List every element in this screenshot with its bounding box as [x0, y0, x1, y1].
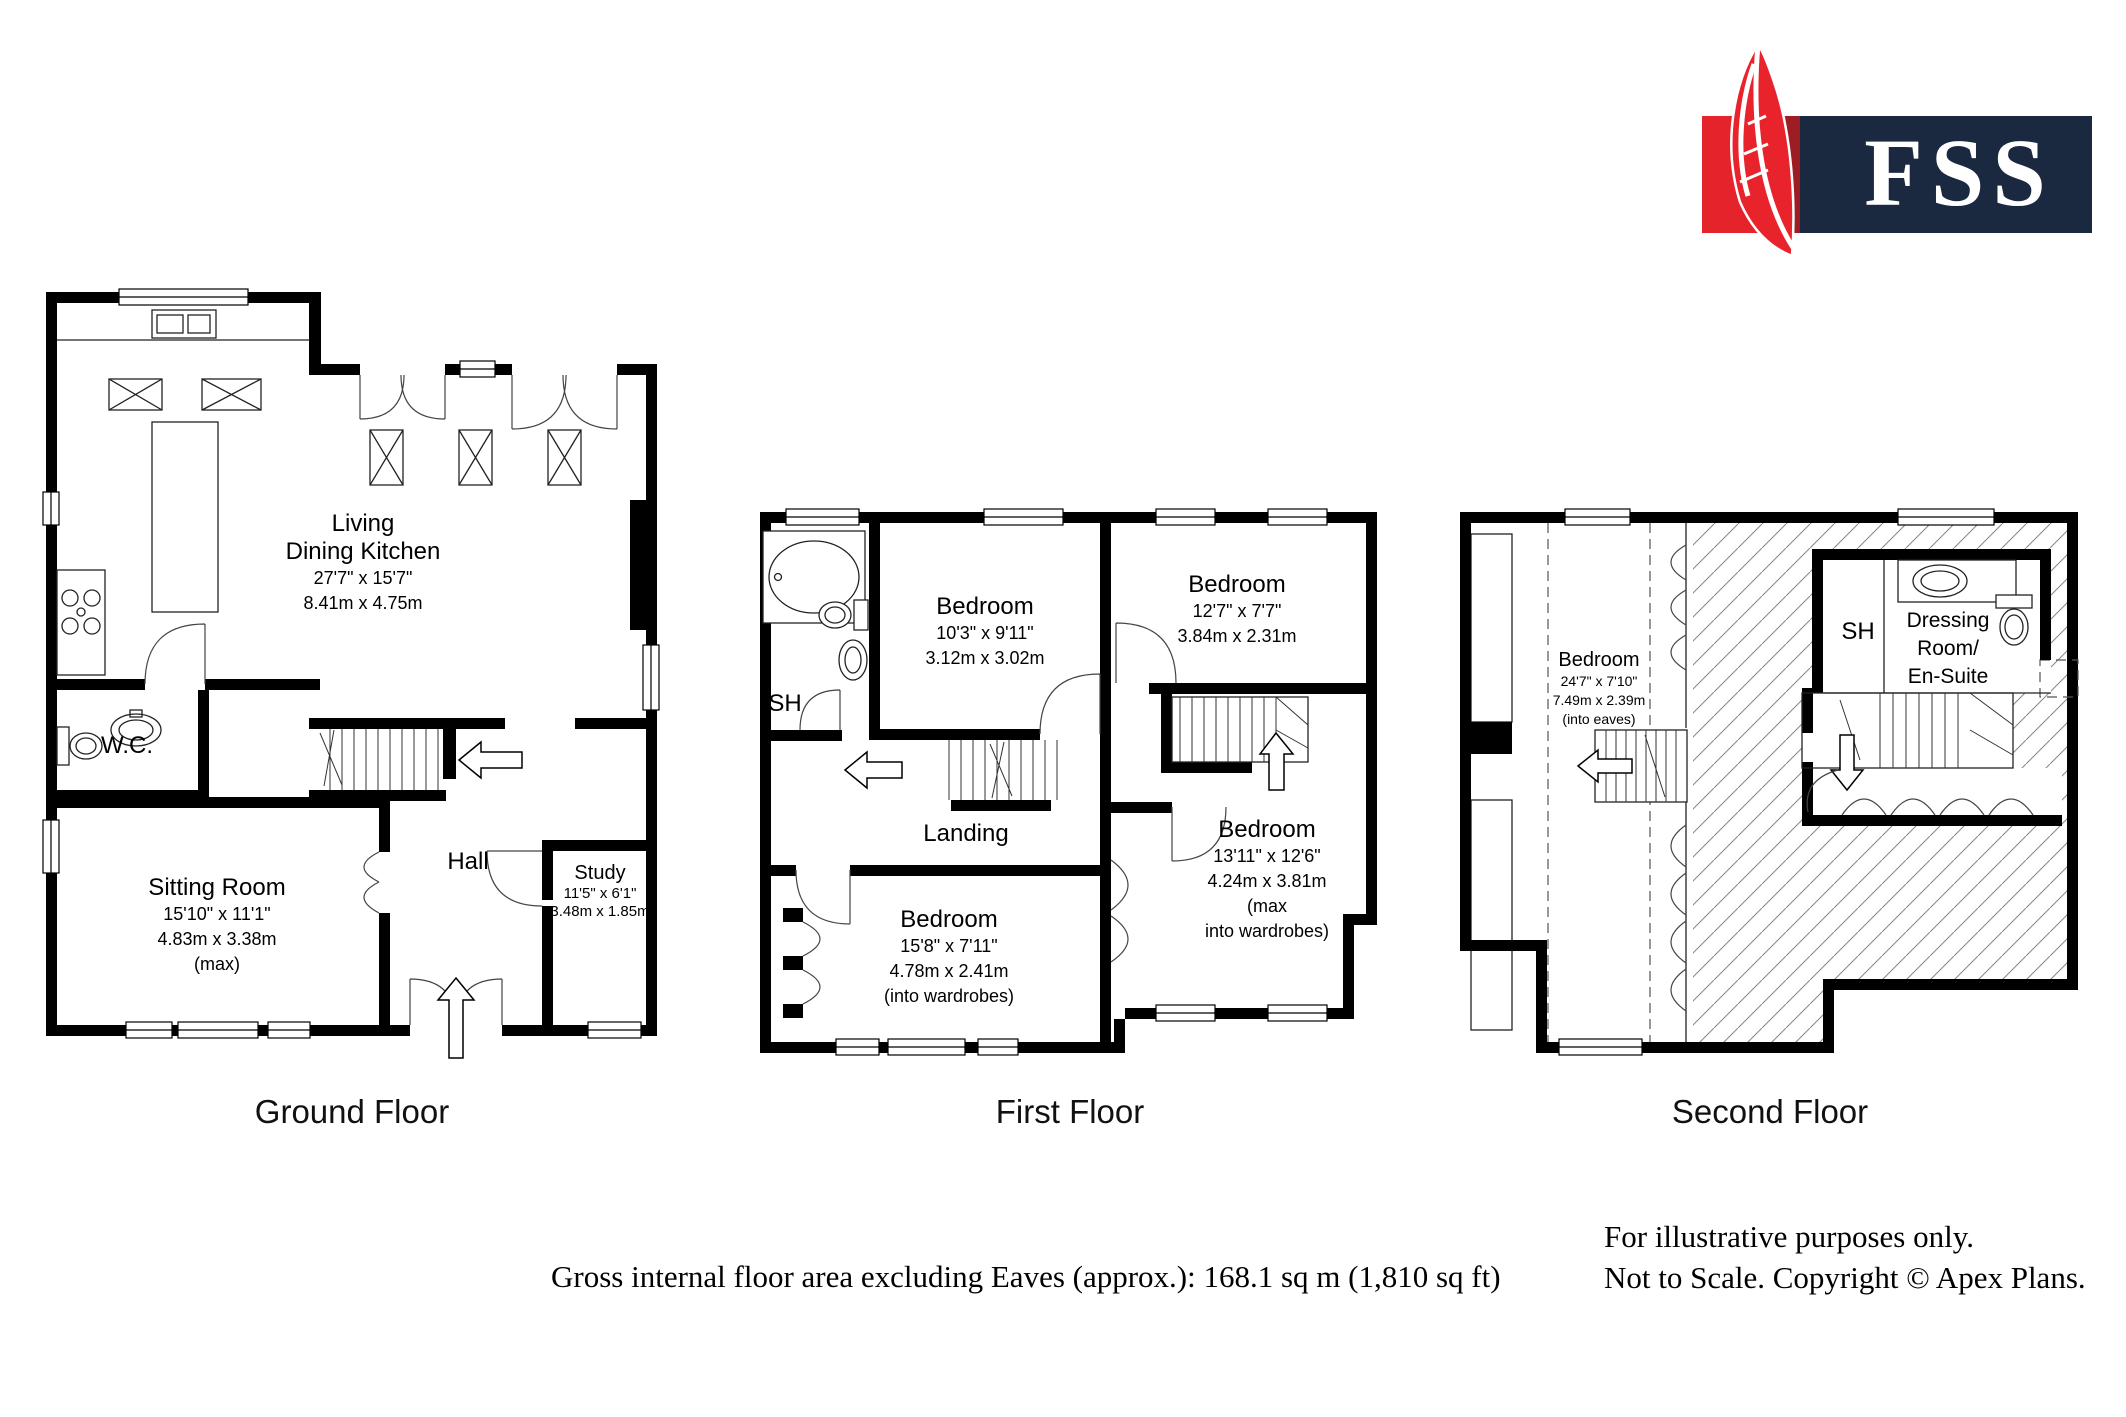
sf-stairs-bedroom	[1578, 730, 1687, 802]
room-label-study	[550, 861, 649, 921]
floor-title-first: First Floor	[995, 1093, 1145, 1130]
room-label-hall	[447, 848, 488, 876]
gf-study-door	[487, 851, 542, 906]
gf-stairs	[309, 718, 522, 801]
second-floor-drawing	[1450, 500, 2090, 1070]
gf-french-doors	[360, 375, 617, 429]
room-dims: 3.48m x 1.85m	[550, 903, 650, 920]
room-dims: 4.24m x 3.81m	[1207, 871, 1327, 891]
room-name: Bedroom	[1218, 816, 1316, 843]
ff-stairs-up	[1161, 683, 1308, 790]
ff-stairs-main	[845, 740, 1057, 811]
room-label-sh	[1841, 618, 1874, 646]
room-dims: 13'11" x 12'6"	[1213, 846, 1321, 866]
room-name: Study	[574, 862, 626, 884]
floor-title-ground: Ground Floor	[254, 1093, 450, 1130]
room-name: Sitting Room	[148, 874, 286, 901]
room-dims: into wardrobes)	[1204, 921, 1330, 941]
room-dims: 15'8" x 7'11"	[900, 936, 998, 956]
room-name: Bedroom	[936, 593, 1034, 620]
fss-logo	[1702, 116, 2092, 233]
room-dims: 4.83m x 3.38m	[157, 929, 277, 949]
room-name: Room/	[1917, 637, 1979, 660]
room-name: Bedroom	[1558, 649, 1640, 671]
room-label-bedroom1	[925, 593, 1044, 671]
room-dims: (max)	[193, 954, 240, 974]
gf-island-counter	[152, 422, 218, 612]
room-name: Hall	[447, 848, 489, 875]
ff-bathroom-wall	[869, 512, 880, 740]
room-label-bedroom2	[1177, 571, 1296, 649]
room-label-sh	[768, 690, 801, 718]
room-name: Dining Kitchen	[285, 538, 441, 565]
room-dims: (max	[1247, 896, 1287, 916]
disclaimer-line1: For illustrative purposes only.	[1604, 1219, 1974, 1254]
room-dims: 15'10" x 11'1"	[163, 904, 271, 924]
room-dims: 3.12m x 3.02m	[925, 648, 1045, 668]
room-name: En-Suite	[1907, 665, 1989, 688]
room-dims: 8.41m x 4.75m	[303, 593, 423, 613]
room-name: Living	[331, 510, 395, 537]
room-label-bedroom3	[884, 906, 1014, 1009]
gf-toilet-icon	[57, 727, 102, 765]
room-dims: 11'5" x 6'1"	[563, 885, 637, 902]
room-label-landing	[923, 820, 1008, 848]
room-dims: 12'7" x 7'7"	[1192, 601, 1282, 621]
feather-icon	[1696, 34, 1886, 324]
second-floor-plan	[1450, 500, 2090, 1070]
floor-title-second: Second Floor	[1671, 1093, 1869, 1130]
room-dims: (into wardrobes)	[883, 986, 1015, 1006]
ff-toilet-icon	[819, 600, 868, 630]
gf-sitting-room-doors	[364, 852, 379, 913]
gf-hob-icon	[57, 570, 105, 675]
room-dims: 10'3" x 9'11"	[936, 623, 1034, 643]
room-label-bedroom4	[1205, 816, 1329, 944]
room-dims: 3.84m x 2.31m	[1177, 626, 1297, 646]
room-name: W.C.	[101, 732, 153, 759]
room-dims: 24'7" x 7'10"	[1560, 673, 1638, 689]
room-label-wc	[101, 732, 153, 760]
room-name: Bedroom	[900, 906, 998, 933]
room-dims: 7.49m x 2.39m	[1552, 692, 1646, 708]
first-floor-drawing	[740, 500, 1400, 1070]
room-label-dressing	[1907, 607, 1990, 691]
room-name: Landing	[923, 820, 1009, 847]
floor-area-note: Gross internal floor area excluding Eaves (approx.): 168.1 sq m (1,810 sq ft)	[551, 1259, 1501, 1294]
gf-entrance-doors	[410, 978, 502, 1058]
room-name: Dressing	[1906, 609, 1990, 632]
room-dims: 27'7" x 15'7"	[313, 568, 413, 588]
room-dims: 4.78m x 2.41m	[889, 961, 1009, 981]
disclaimer-line2: Not to Scale. Copyright © Apex Plans.	[1604, 1260, 2086, 1295]
ground-floor-plan	[30, 280, 690, 1070]
gf-kitchen-sink-icon	[57, 310, 310, 340]
room-name: SH	[1841, 618, 1875, 645]
ff-basin-icon	[839, 640, 867, 680]
first-floor-plan	[740, 500, 1400, 1070]
room-dims: (into eaves)	[1562, 711, 1636, 727]
room-label-bedroom	[1553, 648, 1646, 729]
room-label-living	[286, 510, 441, 616]
logo-text: FSS	[1800, 116, 2092, 233]
ground-floor-drawing	[30, 280, 690, 1070]
room-name: Bedroom	[1188, 571, 1286, 598]
room-label-sitting-room	[148, 874, 285, 977]
room-name: SH	[768, 690, 802, 717]
